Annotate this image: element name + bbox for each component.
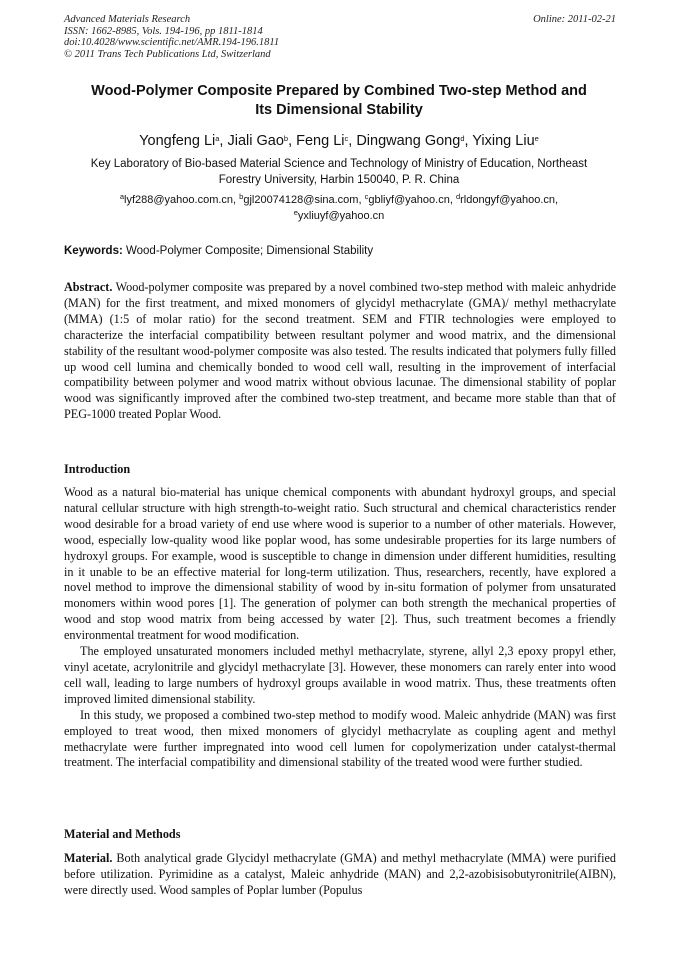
email-link[interactable]: $^d$rldongyf@yahoo.cn,: [455, 192, 559, 206]
email-link[interactable]: $^c$gbliyf@yahoo.cn,: [364, 192, 456, 206]
author: Yongfeng Li$^a$,: [139, 133, 228, 149]
section-heading-introduction: Introduction: [64, 462, 131, 476]
material-paragraph: [64, 851, 616, 899]
paper-title: [50, 82, 628, 120]
author: Yixing Liu$^e$: [472, 133, 539, 149]
material-label: Material.: [64, 851, 113, 865]
issn-line: ISSN: 1662-8985, Vols. 194-196, pp 1811-1814: [64, 25, 263, 37]
abstract: [64, 280, 616, 423]
author-emails: [56, 193, 622, 224]
author: Dingwang Gong$^d$,: [356, 133, 473, 149]
keywords: [64, 243, 616, 259]
journal-header: [64, 14, 616, 60]
author: Jiali Gao$^b$,: [227, 133, 297, 149]
paragraph: The employed unsaturated monomers included methyl methacrylate, styrene, allyl 2,3 epoxy propyl ether, vinyl acetate, acrylonitrile and glycidyl methacrylate [3]. However, these monomers can rarely enter into wood cell wall, leading to large numbers of hydroxyl groups available in wood matrix. Thus, these treatments often improved limited dimensional stability.: [64, 644, 616, 706]
author: Feng Li$^c$,: [296, 133, 357, 149]
introduction-body: [64, 485, 616, 771]
email-link[interactable]: $^b$gjl20074128@sina.com,: [239, 192, 365, 206]
email-link[interactable]: $^e$yxliuyf@yahoo.cn: [293, 207, 385, 222]
online-date: Online: 2011-02-21: [533, 14, 616, 25]
email-link[interactable]: $^a$lyf288@yahoo.com.cn,: [119, 192, 240, 206]
title-line-2: Its Dimensional Stability: [255, 102, 423, 118]
doi-line: doi:10.4028/www.scientific.net/AMR.194-196.1811: [64, 37, 280, 48]
abstract-label: Abstract.: [64, 280, 113, 294]
material-text: Both analytical grade Glycidyl methacrylate (GMA) and methyl methacrylate (MMA) were purified before utilization. Pyrimidine as a catalyst, Maleic anhydride (MAN) and 2,2-azobisisobutyronitrile(AIBN), were directly used. Wood samples of Poplar lumber (Populus: [64, 851, 616, 897]
section-heading-material-methods: Material and Methods: [64, 827, 181, 841]
title-line-1: Wood-Polymer Composite Prepared by Combined Two-step Method and: [91, 83, 587, 99]
copyright-line: © 2011 Trans Tech Publications Ltd, Switzerland: [64, 48, 271, 60]
abstract-text: Wood-polymer composite was prepared by a novel combined two-step method with maleic anhydride (MAN) for the first treatment, and mixed monomers of glycidyl methacrylate (GMA)/ methyl methacrylate (MMA) (1:5 of molar ratio) for the second treatment. SEM and FTIR technologies were employed to characterize the interfacial compatibility between resultant polymer and wood matrix, and the dimensional stability of the resultant wood-polymer composite was also tested. The results indicated that polymers fully filled up wood cell lumina and chemically bonded to wood cell wall, resulting in the improvement of interfacial compatibility between polymer and wood matrix without obvious lacunae. The dimensional stability of poplar wood was significantly improved after the combined two-step treatment, and became more stable than that of PEG-1000 treated Poplar Wood.: [64, 280, 616, 422]
affiliation: Key Laboratory of Bio-based Material Science and Technology of Ministry of Education, Northeast Forestry University, Harbin 150040, P. R. China: [90, 158, 588, 186]
paragraph: In this study, we proposed a combined two-step method to modify wood. Maleic anhydride (MAN) was first employed to treat wood, then mixed monomers of glycidyl methacrylate as coupling agent and methyl methacrylate were further impregnated into wood cell lumen for copolymerization under catalyst-thermal treatment. The interfacial compatibility and dimensional stability of the treated wood were further studied.: [64, 707, 616, 770]
author-list: [40, 132, 638, 150]
keywords-label: Keywords:: [64, 245, 123, 257]
journal-name: Advanced Materials Research: [64, 14, 191, 25]
keywords-text: Wood-Polymer Composite; Dimensional Stability: [122, 245, 374, 257]
paragraph: Wood as a natural bio-material has unique chemical components with abundant hydroxyl groups, and special natural cellular structure with high strength-to-weight ratio. Such structural and chemical characteristics render wood desirable for a broad variety of end use where wood is superior to a number of other materials. However, wood, especially low-quality wood like poplar wood, has some undesirable properties for its large numbers of hydroxyl groups. For example, wood is susceptible to change in dimension under different humidities, resulting in it unable to be an effective material for long-term utilization. Thus, researchers, recently, have explored a novel method to improve the dimensional stability of wood by in-situ formation of polymer from unsaturated monomers within wood pores [1]. The generation of polymer can both strength the mechanical properties of wood and stop wood matrix from being accessed by water [2]. Thus, such treatment becomes a friendly environmental treatment for wood modification.: [64, 485, 616, 643]
